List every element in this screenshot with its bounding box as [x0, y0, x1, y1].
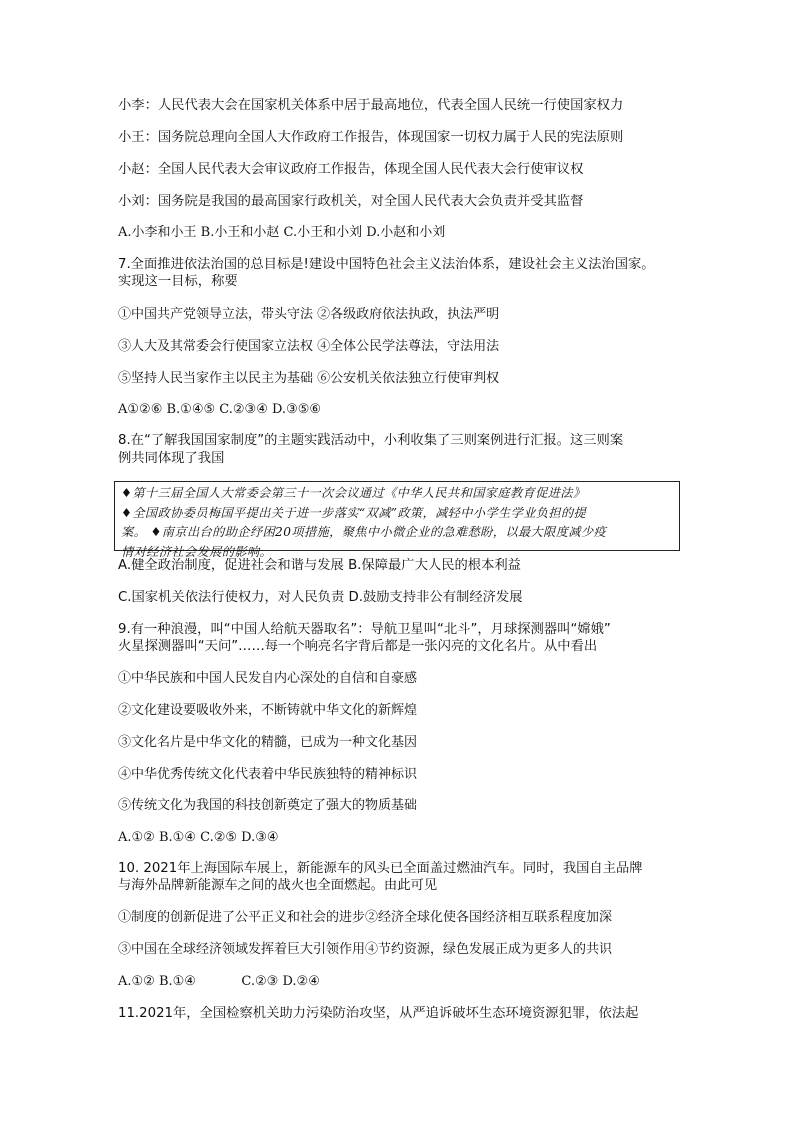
q8-case-line: 案。 ♦南京出台的助企纾困20项措施，聚焦中小微企业的急难愁盼，以最大限度减少疫 — [121, 525, 607, 539]
q8-case-box — [114, 481, 680, 559]
q7-item-3: ⑤坚持人民当家作主以民主为基础 ⑥公安机关依法独立行使审判权 — [118, 371, 500, 386]
q7-stem-line1: 7.全面推进依法治国的总目标是!建设中国特色社会主义法治体系，建设社会主义法治国家。 — [118, 257, 655, 272]
q8-stem-line2: 例共同体现了我国 — [118, 451, 225, 466]
q8-case-line: ♦第十三届全国人大常委会第三十一次会议通过《中华人民共和国家庭教育促进法》 — [121, 486, 586, 500]
q6-options: A.小李和小王 B.小王和小赵 C.小王和小刘 D.小赵和小刘 — [118, 225, 446, 240]
q8-case-line: ♦全国政协委员梅国平提出关于进一步落实“双减”政策，减轻中小学生学业负担的提 — [121, 505, 587, 520]
q8-options-line1: A.健全政治制度，促进社会和谐与发展 B.保障最广大人民的根本利益 — [118, 558, 521, 573]
q9-item-1: ①中华民族和中国人民发自内心深处的自信和自豪感 — [118, 671, 418, 686]
q6-statement-xiaoliu: 小刘：国务院是我国的最高国家行政机关，对全国人民代表大会负责并受其监督 — [118, 194, 584, 209]
q6-statement-xiaozhao: 小赵：全国人民代表大会审议政府工作报告，体现全国人民代表大会行使审议权 — [118, 162, 584, 177]
q7-options: A①②⑥ B.①④⑤ C.②③④ D.③⑤⑥ — [118, 402, 322, 417]
q10-options: A.①② B.①④ C.②③ D.②④ — [118, 974, 320, 989]
q7-item-2: ③人大及其常委会行使国家立法权 ④全体公民学法尊法，守法用法 — [118, 339, 500, 354]
q11-stem-line1: 11.2021年，全国检察机关助力污染防治攻坚，从严追诉破坏生态环境资源犯罪，依法起 — [118, 1006, 639, 1021]
q8-case-line: 情对经济社会发展的影响。 — [121, 544, 273, 559]
q9-options: A.①② B.①④ C.②⑤ D.③④ — [118, 830, 279, 845]
q9-stem-line2: 火星探测器叫“天问”……每一个响亮名字背后都是一张闪亮的文化名片。从中看出 — [118, 639, 598, 654]
q10-item-2: ③中国在全球经济领域发挥着巨大引领作用④节约资源，绿色发展正成为更多人的共识 — [118, 942, 613, 957]
q8-options-line2: C.国家机关依法行使权力，对人民负责 D.鼓励支持非公有制经济发展 — [118, 590, 523, 605]
q8-stem-line1: 8.在“了解我国国家制度”的主题实践活动中，小利收集了三则案例进行汇报。这三则案 — [118, 433, 624, 448]
q10-stem-line2: 与海外品牌新能源车之间的战火也全面燃起。由此可见 — [118, 878, 438, 893]
q9-item-4: ④中华优秀传统文化代表着中华民族独特的精神标识 — [118, 767, 418, 782]
q6-statement-xiaoli: 小李：人民代表大会在国家机关体系中居于最高地位，代表全国人民统一行使国家权力 — [118, 98, 624, 113]
q7-item-1: ①中国共产党领导立法，带头守法 ②各级政府依法执政，执法严明 — [118, 307, 500, 322]
q9-item-5: ⑤传统文化为我国的科技创新奠定了强大的物质基础 — [118, 798, 418, 813]
q9-stem-line1: 9.有一种浪漫，叫“中国人给航天器取名”：导航卫星叫“北斗”，月球探测器叫“嫦娥” — [118, 622, 611, 637]
q10-item-1: ①制度的创新促进了公平正义和社会的进步②经济全球化使各国经济相互联系程度加深 — [118, 910, 613, 925]
q10-stem-line1: 10. 2021年上海国际车展上，新能源车的风头已全面盖过燃油汽车。同时，我国自主品牌 — [118, 861, 643, 876]
q9-item-3: ③文化名片是中华文化的精髓，已成为一种文化基因 — [118, 735, 418, 750]
q7-stem-line2: 实现这一目标，称要 — [118, 274, 238, 289]
q6-statement-xiaowang: 小王：国务院总理向全国人大作政府工作报告，体现国家一切权力属于人民的宪法原则 — [118, 130, 624, 145]
q9-item-2: ②文化建设要吸收外来，不断铸就中华文化的新辉煌 — [118, 703, 418, 718]
